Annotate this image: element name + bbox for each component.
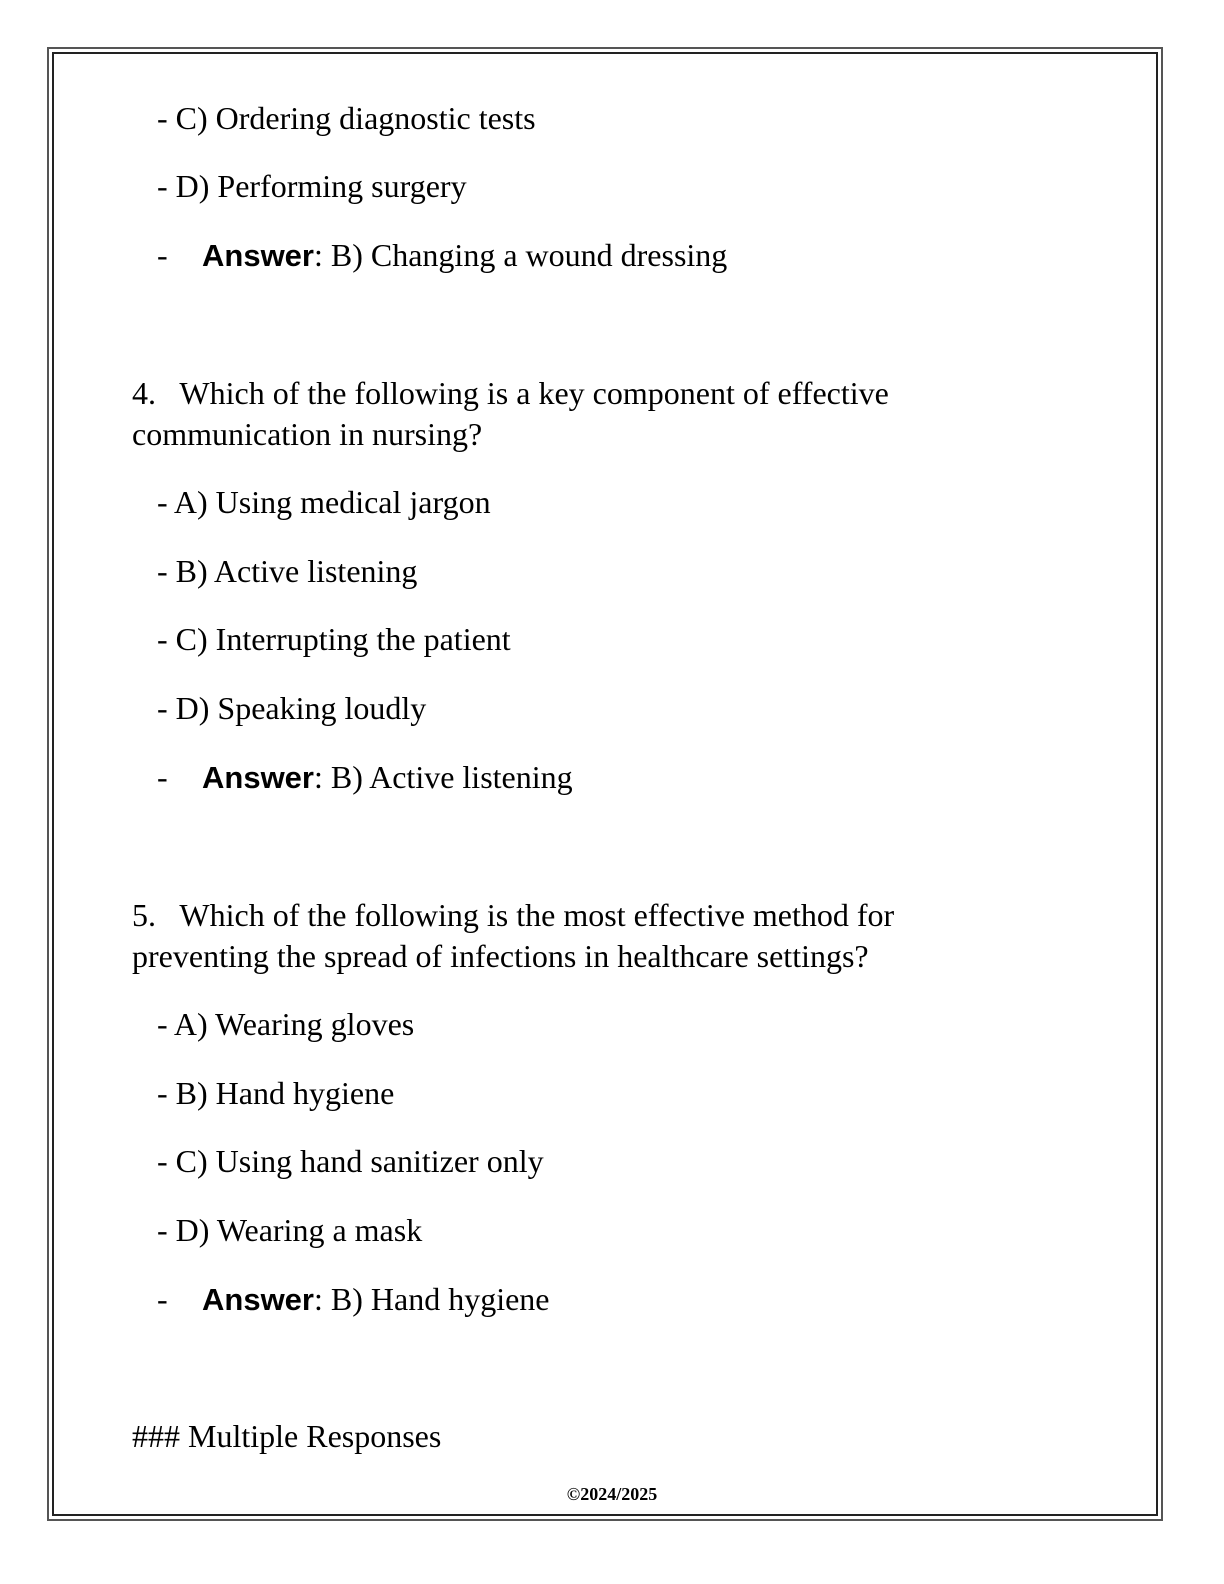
q4-option-c: - C) Interrupting the patient bbox=[157, 621, 511, 657]
q5-question-line2: preventing the spread of infections in healthcare settings? bbox=[132, 938, 869, 974]
q3-answer-dash: - bbox=[157, 237, 168, 273]
q4-answer-label: Answer bbox=[202, 760, 314, 795]
q4-answer bbox=[157, 757, 573, 798]
q4-option-b: - B) Active listening bbox=[157, 553, 418, 589]
section-heading: ### Multiple Responses bbox=[132, 1418, 442, 1454]
q3-option-d: - D) Performing surgery bbox=[157, 168, 467, 204]
q3-answer bbox=[157, 235, 727, 276]
q5-option-b: - B) Hand hygiene bbox=[157, 1075, 395, 1111]
q5-option-d: - D) Wearing a mask bbox=[157, 1212, 423, 1248]
q4-option-a: - A) Using medical jargon bbox=[157, 484, 491, 520]
q5-option-c: - C) Using hand sanitizer only bbox=[157, 1143, 544, 1179]
q4-answer-text: : B) Active listening bbox=[313, 759, 573, 795]
q5-answer-label: Answer bbox=[202, 1282, 314, 1317]
q5-answer-dash: - bbox=[157, 1281, 168, 1317]
q3-option-c: - C) Ordering diagnostic tests bbox=[157, 100, 536, 136]
q5-question-line1: 5. Which of the following is the most effective method for bbox=[132, 897, 895, 933]
q4-answer-dash: - bbox=[157, 759, 168, 795]
copyright-footer: ©2024/2025 bbox=[566, 1484, 658, 1504]
q4-question-line2: communication in nursing? bbox=[132, 416, 483, 452]
q5-option-a: - A) Wearing gloves bbox=[157, 1006, 415, 1042]
q4-option-d: - D) Speaking loudly bbox=[157, 690, 427, 726]
q3-answer-label: Answer bbox=[202, 238, 314, 273]
q5-answer-text: : B) Hand hygiene bbox=[313, 1281, 550, 1317]
q3-answer-text: : B) Changing a wound dressing bbox=[313, 237, 728, 273]
q4-question-line1: 4. Which of the following is a key component of effective bbox=[132, 375, 889, 411]
q5-answer bbox=[157, 1279, 549, 1320]
